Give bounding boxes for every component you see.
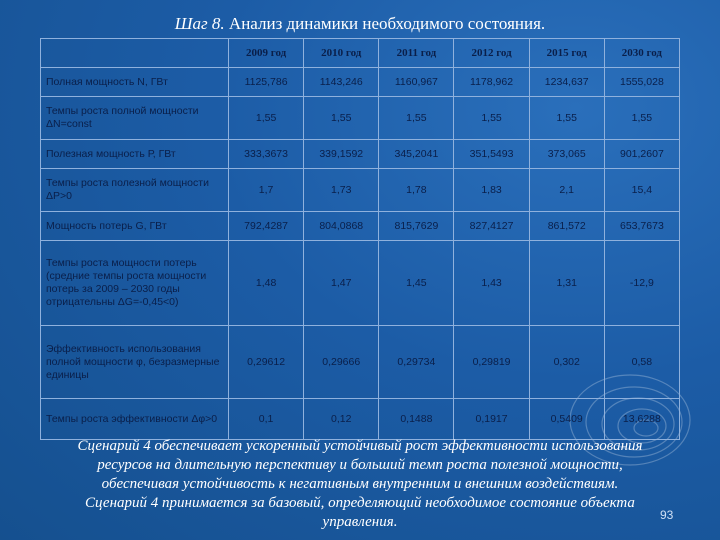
header-cell-2012: 2012 год — [454, 39, 529, 68]
table-cell: 1,83 — [454, 169, 529, 212]
table-cell: -12,9 — [604, 241, 679, 326]
table-cell: 0,58 — [604, 326, 679, 399]
row-label: Мощность потерь G, ГВт — [41, 212, 229, 241]
table-cell: 1160,967 — [379, 68, 454, 97]
table-row — [41, 399, 680, 440]
table-cell: 13,6288 — [604, 399, 679, 440]
table-cell: 1,55 — [604, 97, 679, 140]
header-cell-2010: 2010 год — [304, 39, 379, 68]
title-step: Шаг 8. — [174, 14, 225, 33]
table-cell: 1143,246 — [304, 68, 379, 97]
data-table-container — [40, 38, 680, 440]
table-cell: 861,572 — [529, 212, 604, 241]
row-label: Темпы роста полезной мощности ΔР>0 — [41, 169, 229, 212]
table-cell: 15,4 — [604, 169, 679, 212]
table-header-row — [41, 39, 680, 68]
title-text: Анализ динамики необходимого состояния. — [224, 14, 546, 33]
caption-line: Сценарий 4 обеспечивает ускоренный устойчивый рост эффективности использования — [77, 438, 643, 454]
caption-line: управления. — [322, 514, 398, 530]
table-row — [41, 212, 680, 241]
table-row — [41, 140, 680, 169]
table-row — [41, 68, 680, 97]
table-cell: 1125,786 — [229, 68, 304, 97]
table-cell: 1,55 — [379, 97, 454, 140]
row-label: Полная мощность N, ГВт — [41, 68, 229, 97]
table-cell: 0,29734 — [379, 326, 454, 399]
table-cell: 2,1 — [529, 169, 604, 212]
table-row — [41, 241, 680, 326]
caption-line: обеспечивая устойчивость к негативным внутренним и внешним воздействиям. — [101, 476, 619, 492]
table-cell: 0,1488 — [379, 399, 454, 440]
row-label: Темпы роста мощности потерь (средние темпы роста мощности потерь за 2009 – 2030 годы отрицательны ΔG=-0,45<0) — [41, 241, 229, 326]
table-cell: 333,3673 — [229, 140, 304, 169]
page-number: 93 — [660, 508, 674, 522]
table-row — [41, 326, 680, 399]
header-cell-2011: 2011 год — [379, 39, 454, 68]
table-cell: 1555,028 — [604, 68, 679, 97]
table-cell: 1,73 — [304, 169, 379, 212]
row-label: Темпы роста эффективности Δφ>0 — [41, 399, 229, 440]
table-cell: 901,2607 — [604, 140, 679, 169]
table-cell: 792,4287 — [229, 212, 304, 241]
row-label: Темпы роста полной мощности ΔN=const — [41, 97, 229, 140]
table-cell: 1,43 — [454, 241, 529, 326]
table-cell: 653,7673 — [604, 212, 679, 241]
header-cell-empty — [41, 39, 229, 68]
table-cell: 0,29666 — [304, 326, 379, 399]
caption-line: Сценарий 4 принимается за базовый, определяющий необходимое состояние объекта — [85, 495, 635, 511]
table-cell: 1,78 — [379, 169, 454, 212]
table-cell: 0,12 — [304, 399, 379, 440]
table-cell: 1,55 — [454, 97, 529, 140]
header-cell-2015: 2015 год — [529, 39, 604, 68]
table-cell: 0,1 — [229, 399, 304, 440]
table-cell: 373,065 — [529, 140, 604, 169]
table-cell: 1,7 — [229, 169, 304, 212]
table-cell: 351,5493 — [454, 140, 529, 169]
table-cell: 1,55 — [529, 97, 604, 140]
header-cell-2009: 2009 год — [229, 39, 304, 68]
row-label: Полезная мощность Р, ГВт — [41, 140, 229, 169]
table-cell: 1,47 — [304, 241, 379, 326]
table-cell: 1,45 — [379, 241, 454, 326]
dynamics-table — [40, 38, 680, 440]
table-cell: 1,48 — [229, 241, 304, 326]
table-row — [41, 169, 680, 212]
caption-line: ресурсов на длительную перспективу и больший темп роста полезной мощности, — [97, 457, 623, 473]
slide-title — [0, 14, 720, 34]
table-cell: 0,302 — [529, 326, 604, 399]
table-cell: 827,4127 — [454, 212, 529, 241]
table-cell: 1178,962 — [454, 68, 529, 97]
table-cell: 1234,637 — [529, 68, 604, 97]
table-cell: 0,29612 — [229, 326, 304, 399]
table-cell: 1,55 — [304, 97, 379, 140]
conclusion-caption — [10, 437, 710, 532]
table-cell: 339,1592 — [304, 140, 379, 169]
table-cell: 0,29819 — [454, 326, 529, 399]
table-cell: 815,7629 — [379, 212, 454, 241]
header-cell-2030: 2030 год — [604, 39, 679, 68]
table-cell: 0,1917 — [454, 399, 529, 440]
table-cell: 345,2041 — [379, 140, 454, 169]
table-row — [41, 97, 680, 140]
table-cell: 1,31 — [529, 241, 604, 326]
table-cell: 1,55 — [229, 97, 304, 140]
table-cell: 804,0868 — [304, 212, 379, 241]
row-label: Эффективность использования полной мощности φ, безразмерные единицы — [41, 326, 229, 399]
table-cell: 0,5409 — [529, 399, 604, 440]
